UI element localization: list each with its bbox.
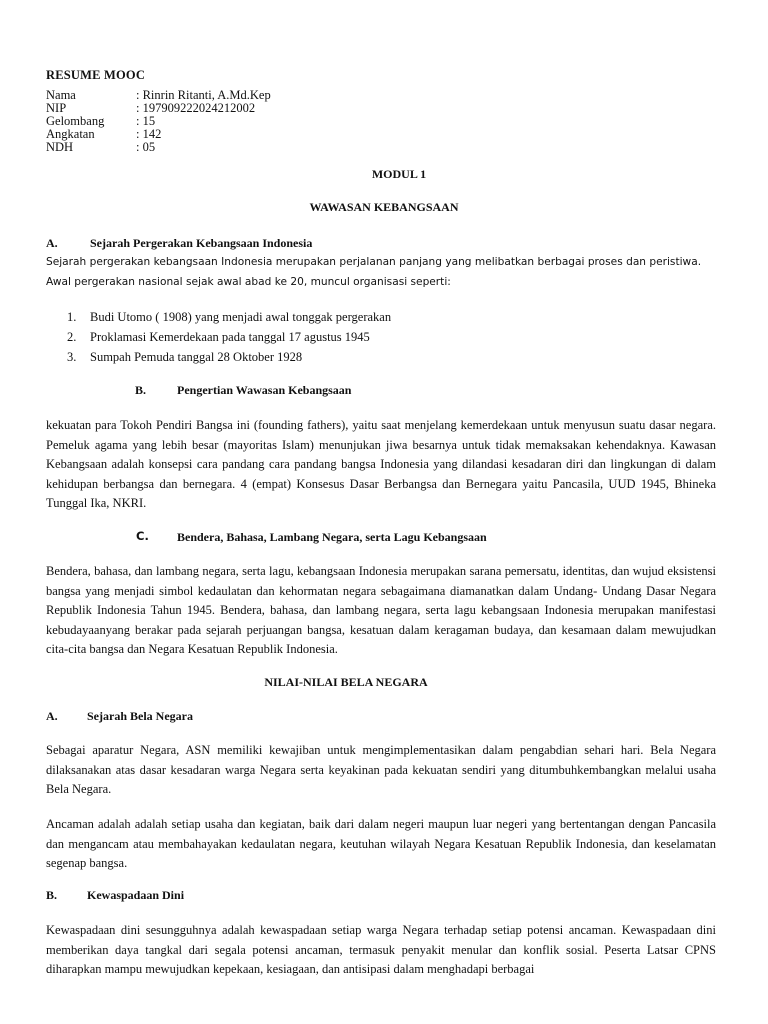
- field-label: Angkatan: [46, 127, 95, 141]
- section-b-letter: B.: [135, 383, 147, 397]
- list-text: Budi Utomo ( 1908) yang menjadi awal tonggak pergerakan: [90, 310, 392, 324]
- list-text: Proklamasi Kemerdekaan pada tanggal 17 agustus 1945: [90, 330, 370, 344]
- modul-title: MODUL 1: [371, 167, 427, 181]
- field-label: NIP: [46, 101, 67, 115]
- bela-b-title: Kewaspadaan Dini: [87, 888, 185, 902]
- bela-a-body-1: Sebagai aparatur Negara, ASN memiliki kewajiban untuk mengimplementasikan dalam pengabdian sehari hari. Bela Negara dilaksanakan atas dasar kesadaran warga Negara serta keyakinan pada kekuatan sendiri yang ditumbuhkembangkan melalui usaha Bela Negara.: [46, 743, 716, 797]
- section-b-title: Pengertian Wawasan Kebangsaan: [177, 383, 352, 397]
- document-title: RESUME MOOC: [46, 68, 146, 82]
- list-item: [67, 330, 370, 345]
- section-c-body: Bendera, bahasa, dan lambang negara, serta lagu, kebangsaan Indonesia merupakan sarana pemersatu, identitas, dan wujud eksistensi bangsa yang menjadi simbol kedaulatan dan kehormatan negara sebagaimana diamanatkan dalam Undang- Undang Dasar Negara Republik Indonesia Tahun 1945. Bendera, bahasa, dan lambang negara, serta lagu kebangsaan Indonesia merupakan manifestasi kebudayaanyang berakar pada sejarah perjuangan bangsa, kesatuan dalam keragaman budaya, dan kesamaan dalam mewujudkan cita-cita bangsa dan Negara Kesatuan Republik Indonesia.: [46, 564, 716, 657]
- modul-subtitle: WAWASAN KEBANGSAAN: [309, 200, 459, 214]
- bela-a-body-2: Ancaman adalah adalah setiap usaha dan kegiatan, baik dari dalam negeri maupun luar negeri yang bertentangan dengan Pancasila dan mengancam atau membahayakan kedaulatan negara, keutuhan wilayah Negara Kesatuan Republik Indonesia, dan keselamatan segenap bangsa.: [46, 817, 716, 871]
- field-value: : Rinrin Ritanti, A.Md.Kep: [136, 88, 271, 102]
- list-item: [67, 310, 391, 325]
- list-number: 2.: [67, 330, 77, 344]
- field-label: Nama: [46, 88, 76, 102]
- field-value: : 15: [136, 114, 156, 128]
- bela-b-letter: B.: [46, 888, 58, 902]
- list-number: 3.: [67, 350, 77, 364]
- bela-a-title: Sejarah Bela Negara: [87, 709, 193, 723]
- bela-b-body: Kewaspadaan dini sesungguhnya adalah kewaspadaan setiap warga Negara terhadap setiap potensi ancaman. Kewaspadaan dini memberikan daya tangkal dari segala potensi ancaman, termasuk penyakit menular dan konflik sosial. Peserta Latsar CPNS diharapkan mampu mewujudkan kepekaan, kesiagaan, dan antisipasi dalam menghadapi berbagai: [46, 923, 716, 977]
- section-a-intro: Sejarah pergerakan kebangsaan Indonesia merupakan perjalanan panjang yang melibatkan berbagai proses dan peristiwa. Awal pergerakan nasional sejak awal abad ke 20, muncul organisasi seperti:: [46, 256, 702, 288]
- field-label: Gelombang: [46, 114, 105, 128]
- section-a-letter: A.: [46, 236, 58, 250]
- field-value: : 197909222024212002: [136, 101, 256, 115]
- field-value: : 142: [136, 127, 162, 141]
- list-item: [67, 350, 302, 365]
- section-b-body: kekuatan para Tokoh Pendiri Bangsa ini (founding fathers), yaitu saat menjelang kemerdekaan untuk menyusun suatu dasar negara. Pemeluk agama yang lebih besar (mayoritas Islam) menunjukan jiwa besarnya untuk tidak memaksakan kehendaknya. Kawasan Kebangsaan adalah konsepsi cara pandang cara pandang bangsa Indonesia yang dilandasi kesadaran diri dan lingkungan di dalam kehidupan berbangsa dan bernegara. 4 (empat) Konsesus Dasar Berbangsa dan Bernegara yaitu Pancasila, UUD 1945, Bhineka Tunggal Ika, NKRI.: [46, 418, 716, 511]
- bela-a-letter: A.: [46, 709, 58, 723]
- bela-negara-title: NILAI-NILAI BELA NEGARA: [264, 675, 428, 689]
- field-value: : 05: [136, 140, 156, 154]
- field-ndh: [46, 141, 155, 154]
- list-text: Sumpah Pemuda tanggal 28 Oktober 1928: [90, 350, 303, 364]
- section-c-title: Bendera, Bahasa, Lambang Negara, serta Lagu Kebangsaan: [177, 530, 487, 544]
- section-a-title: Sejarah Pergerakan Kebangsaan Indonesia: [90, 236, 313, 250]
- section-c-letter: C.: [136, 529, 149, 543]
- field-label: NDH: [46, 140, 74, 154]
- list-number: 1.: [67, 310, 77, 324]
